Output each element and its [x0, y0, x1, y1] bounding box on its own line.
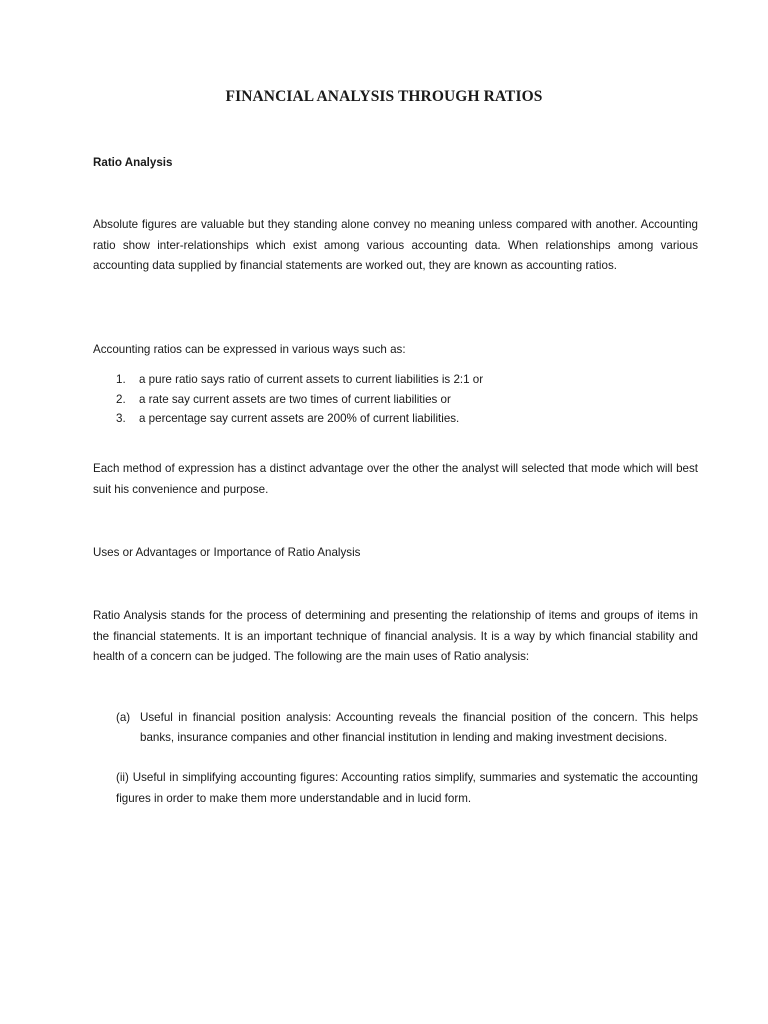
document-title: FINANCIAL ANALYSIS THROUGH RATIOS — [225, 88, 543, 105]
intro-paragraph: Absolute figures are valuable but they standing alone convey no meaning unless compared with another. Accounting ratio show inter-relationships which exist among various accounting data. When relationships among various accounting data supplied by financial statements are worked out, they are known as accounting ratios. — [93, 218, 698, 272]
list-item-number: 2. — [116, 392, 126, 406]
expression-method-paragraph: Each method of expression has a distinct advantage over the other the analyst will selected that mode which will best suit his convenience and purpose. — [93, 462, 698, 496]
list-item — [93, 390, 698, 410]
uses-heading: Uses or Advantages or Importance of Ratio Analysis — [93, 546, 361, 559]
list-item-text: a pure ratio says ratio of current assets to current liabilities is 2:1 or — [139, 373, 484, 386]
list-item-number: 3. — [116, 412, 126, 425]
list-item-text: a rate say current assets are two times of current liabilities or — [139, 392, 451, 406]
use-item-a — [116, 708, 698, 748]
section-heading: Ratio Analysis — [93, 156, 173, 169]
list-item — [93, 409, 698, 429]
list-item-text: a percentage say current assets are 200% of current liabilities. — [139, 412, 460, 425]
use-item-marker: (a) — [116, 711, 131, 724]
list-item — [93, 370, 698, 390]
ratio-expression-list — [93, 370, 698, 429]
ratio-expression-intro: Accounting ratios can be expressed in various ways such as: — [93, 343, 406, 356]
use-item-ii — [116, 767, 698, 809]
ratio-analysis-paragraph: Ratio Analysis stands for the process of determining and presenting the relationship of items and groups of items in the financial statements. It is an important technique of financial analysis. It is a way by which financial stability and health of a concern can be judged. The following are the main uses of Ratio analysis: — [93, 609, 698, 663]
use-item-text: Useful in simplifying accounting figures: Accounting ratios simplify, summaries and systematic the accounting figures in order to make them more understandable and in lucid form. — [116, 771, 698, 805]
use-item-marker: (ii) — [116, 771, 133, 784]
use-item-text: Useful in financial position analysis: Accounting reveals the financial position of the concern. This helps banks, insurance companies and other financial institution in lending and making investment decisions. — [140, 711, 698, 744]
list-item-number: 1. — [116, 373, 126, 386]
